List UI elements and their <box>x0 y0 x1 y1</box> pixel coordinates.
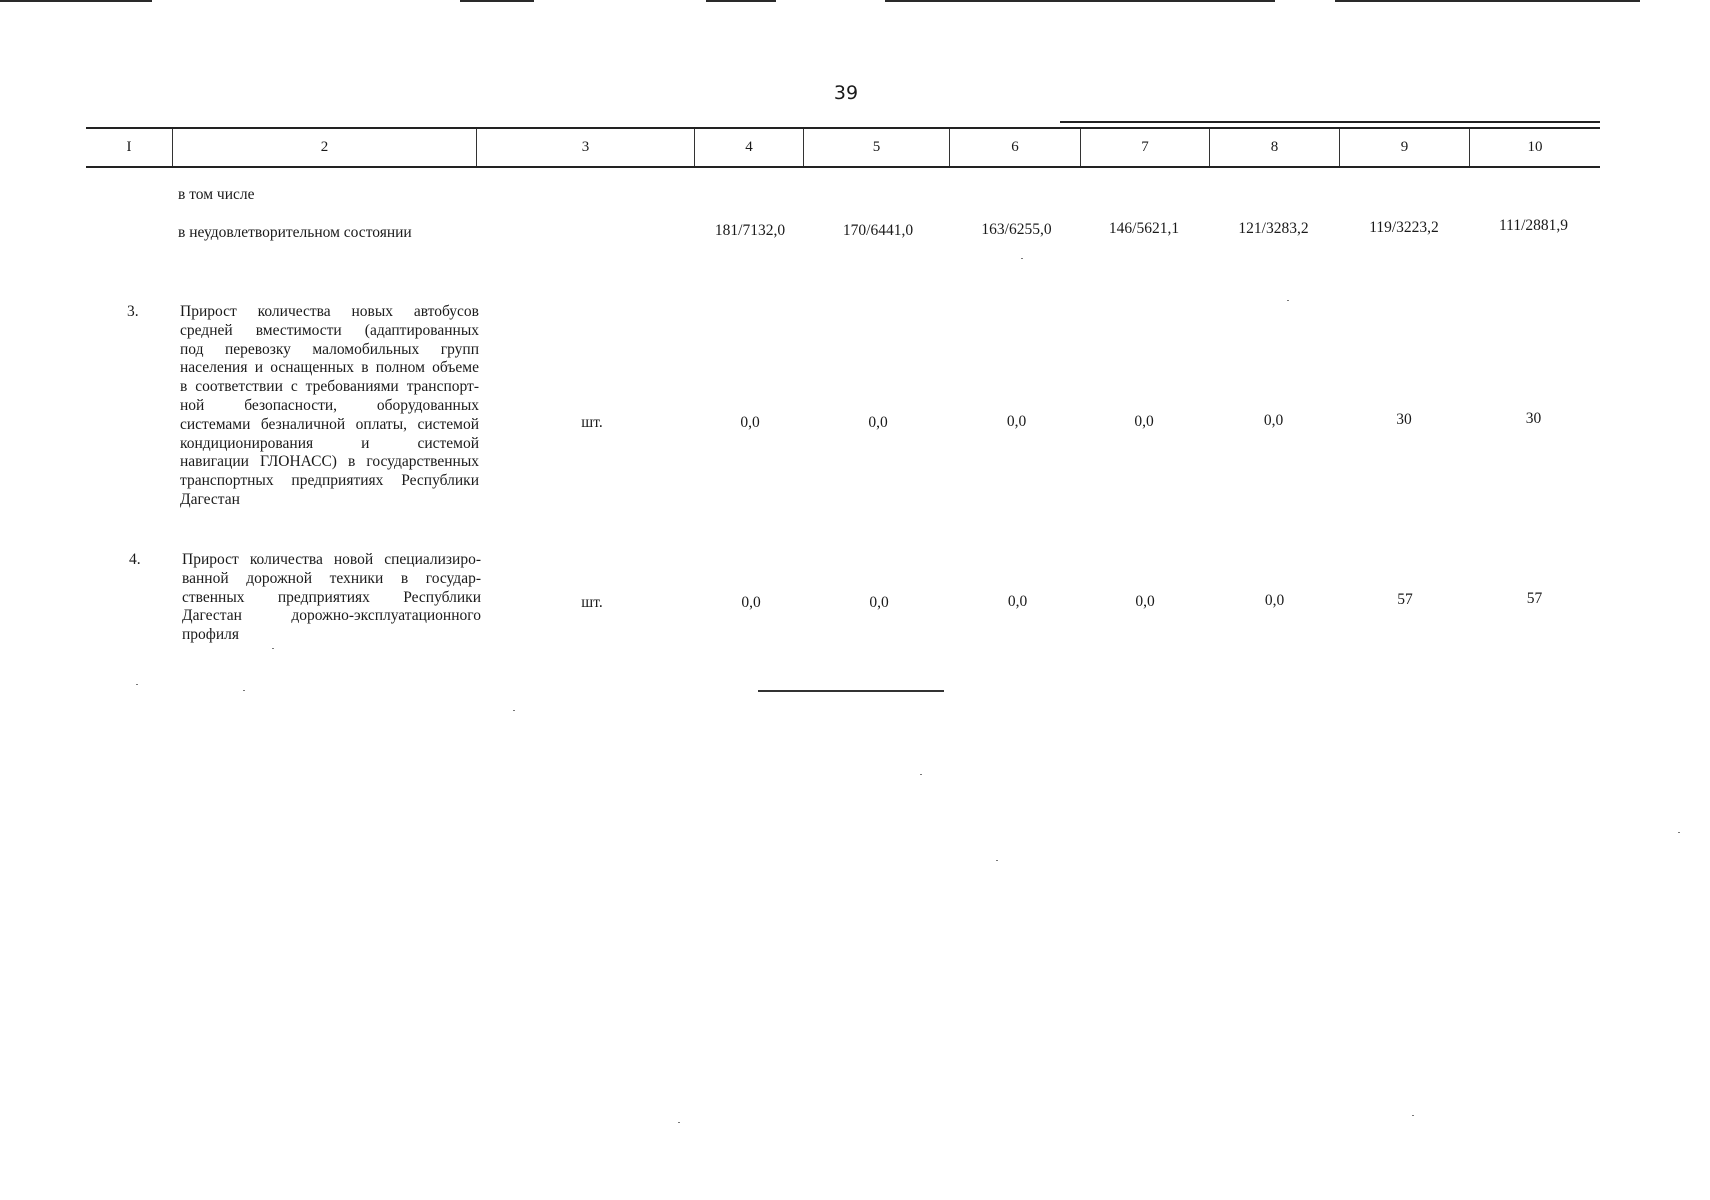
table-top-rule <box>1060 121 1600 123</box>
scan-speck <box>920 774 922 775</box>
row-description: Прирост количества новой специализиро- ванной дорожной техники в государ- ственных предприятиях Республики Дагестан дорожно-эксплуатационного профиля <box>182 551 481 644</box>
header-cell-4: 4 <box>695 129 804 166</box>
header-cell-6: 6 <box>950 129 1081 166</box>
row-value: 0,0 <box>1263 412 1284 429</box>
header-cell-8: 8 <box>1210 129 1340 166</box>
scan-speck <box>136 684 138 685</box>
end-rule <box>758 690 944 692</box>
scan-edge-line <box>1335 0 1640 2</box>
row-value: 0,0 <box>1135 593 1155 610</box>
row-value: 30 <box>1525 410 1542 427</box>
row-value: 0,0 <box>869 594 889 611</box>
row-value: 119/3223,2 <box>1369 219 1439 236</box>
scan-edge-line <box>885 0 1275 2</box>
row-value: 170/6441,0 <box>842 222 914 239</box>
row-number: 4. <box>129 551 141 568</box>
header-cell-5: 5 <box>804 129 950 166</box>
scan-edge-line <box>0 0 152 2</box>
scan-speck <box>272 648 274 649</box>
row-value: 57 <box>1526 590 1543 607</box>
header-cell-10: 10 <box>1527 139 1543 155</box>
row-value: 146/5621,1 <box>1108 220 1180 237</box>
row-value: 0,0 <box>1006 413 1027 430</box>
scan-speck <box>1678 832 1680 833</box>
row-value: 181/7132,0 <box>714 222 786 239</box>
table-header-row <box>86 127 1600 168</box>
row-value: 0,0 <box>1264 592 1285 609</box>
row-value: 30 <box>1396 411 1412 428</box>
scan-speck <box>243 690 245 691</box>
page-number: 39 <box>833 82 859 104</box>
scan-speck <box>1287 300 1289 301</box>
row-value: 0,0 <box>741 594 761 611</box>
scan-speck <box>513 710 515 711</box>
scan-speck <box>1021 258 1023 259</box>
row-value: 57 <box>1397 591 1413 608</box>
row-number: 3. <box>127 303 139 320</box>
row-value: 163/6255,0 <box>981 221 1052 238</box>
row-value: 0,0 <box>740 414 760 431</box>
header-cell-3: 3 <box>477 129 695 166</box>
scan-speck <box>1412 1115 1414 1116</box>
header-cell-9: 9 <box>1340 129 1470 166</box>
row-unit: шт. <box>581 414 603 431</box>
row-value: 121/3283,2 <box>1238 220 1309 237</box>
scan-speck <box>678 1122 680 1123</box>
scan-edge-line <box>706 0 776 2</box>
row-value: 0,0 <box>1134 413 1154 430</box>
header-cell-2: 2 <box>173 129 477 166</box>
scan-edge-line <box>460 0 534 2</box>
row-value: 111/2881,9 <box>1498 217 1569 234</box>
header-cell-1: I <box>86 129 173 166</box>
row-value: 0,0 <box>868 414 888 431</box>
subheading: в том числе <box>178 186 255 203</box>
header-cell-7: 7 <box>1081 129 1210 166</box>
row-value: 0,0 <box>1007 593 1028 610</box>
row-unit: шт. <box>581 594 603 611</box>
row-description: Прирост количества новых автобусов средней вместимости (адаптированных под перевозку маломобильных групп населения и оснащенных в полном объеме в соответствии с требованиями транспорт- ной безопасности, оборудованных системами безналичной оплаты, системой кондиционирования и системой навигации ГЛОНАСС) в государственных транспортных предприятиях Республики Дагестан <box>180 303 479 508</box>
scan-speck <box>996 860 998 861</box>
row-description: в неудовлетворительном состоянии <box>178 224 412 241</box>
